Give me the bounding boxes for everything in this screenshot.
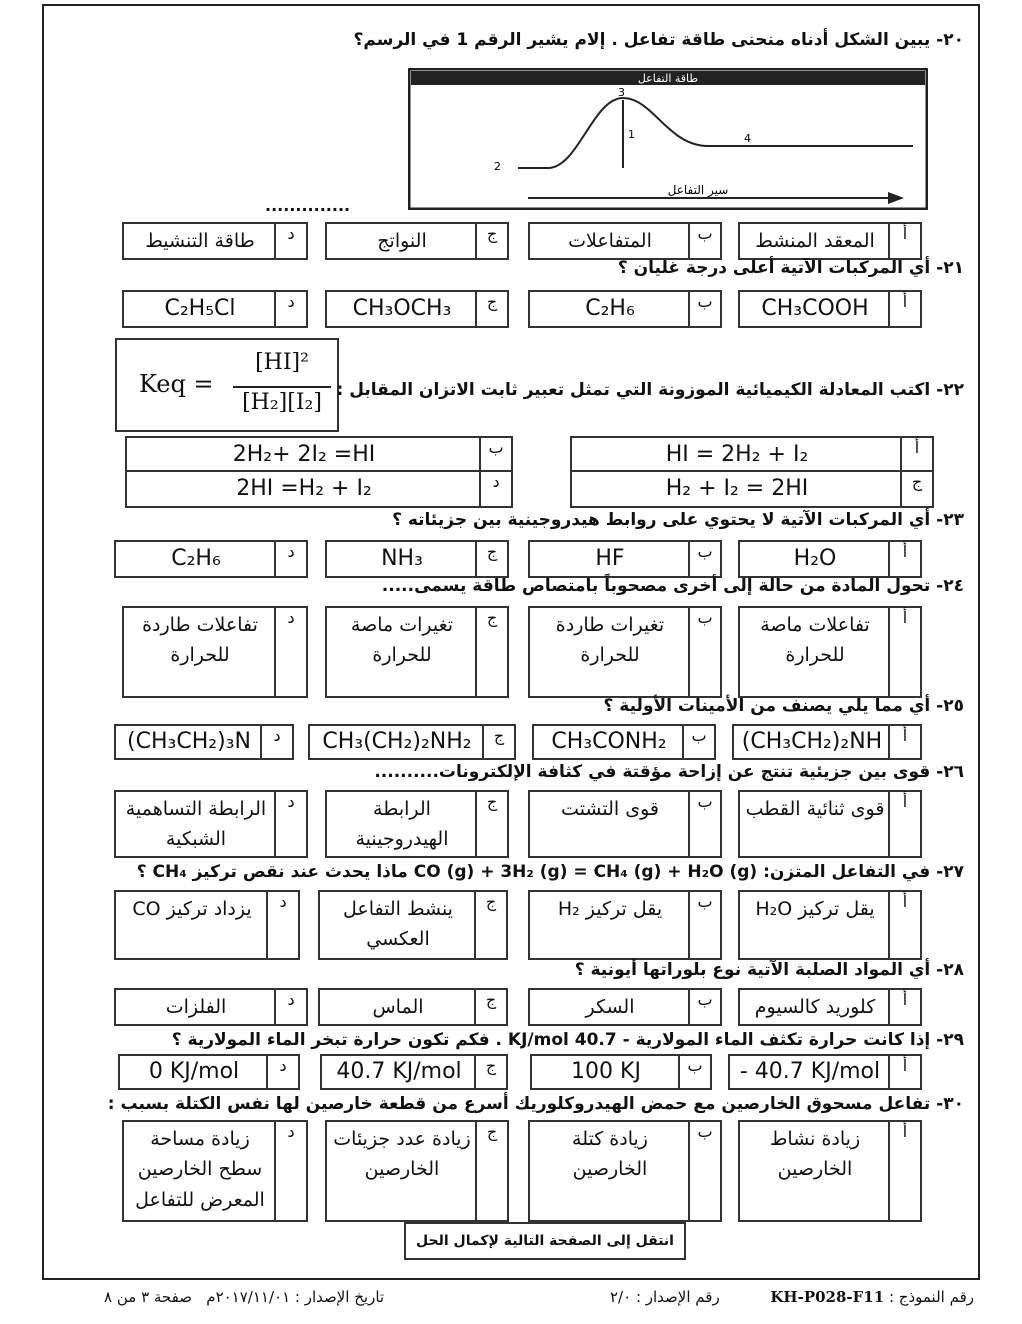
option-text: NH₃ <box>381 546 423 572</box>
option-d[interactable] <box>122 606 308 698</box>
keq-numerator: [HI]² <box>255 350 309 375</box>
option-letter: أ <box>888 726 920 758</box>
option-text: H₂O <box>793 546 837 572</box>
option-b[interactable] <box>530 1054 712 1090</box>
option-text: CH₃CONH₂ <box>551 729 667 755</box>
option-letter: د <box>274 542 306 576</box>
option-b[interactable] <box>528 790 722 858</box>
option-text: السكر <box>585 995 635 1018</box>
option-a[interactable] <box>728 1054 922 1090</box>
option-text: زيادة مساحة سطح الخارصين المعرض للتفاعل <box>135 1128 265 1211</box>
keq-denominator: [H₂][I₂] <box>242 390 322 415</box>
option-letter: أ <box>888 542 920 576</box>
option-a[interactable] <box>738 1120 922 1222</box>
option-b[interactable] <box>528 988 722 1026</box>
option-text: تغيرات طاردة للحرارة <box>555 614 665 667</box>
option-c[interactable] <box>325 606 509 698</box>
option-text: الرابطة التساهمية الشبكية <box>125 798 267 851</box>
option-a[interactable] <box>738 890 922 960</box>
option-c[interactable] <box>325 1120 509 1222</box>
option-text: تفاعلات طاردة للحرارة <box>142 614 258 667</box>
option-text: الرابطة الهيدروجينية <box>355 798 449 851</box>
option-a[interactable] <box>738 222 922 260</box>
option-text: يقل تركيز H₂ <box>557 898 663 920</box>
label-1: 1 <box>628 128 635 141</box>
option-letter: ب <box>688 1122 720 1220</box>
option-c[interactable] <box>570 470 934 508</box>
footer-issue: رقم الإصدار : ٢/٠ <box>610 1288 720 1306</box>
option-letter: د <box>274 1122 306 1220</box>
option-letter: د <box>274 792 306 856</box>
option-text: يقل تركيز H₂O <box>755 898 875 920</box>
question-24: ٢٤- تحول المادة من حالة إلى أخرى مصحوباً بامتصاص طاقة يسمى..... <box>381 576 964 596</box>
diagram-title: طاقة التفاعل <box>637 72 699 85</box>
fraction-bar <box>233 386 331 388</box>
option-text: تفاعلات ماصة للحرارة <box>760 614 870 667</box>
option-a[interactable] <box>570 436 934 474</box>
option-text: زيادة كتلة الخارصين <box>572 1128 648 1181</box>
option-text: H₂ + I₂ = 2HI <box>665 476 809 502</box>
option-text: تغيرات ماصة للحرارة <box>350 614 454 667</box>
option-letter: ج <box>475 224 507 258</box>
option-text: 40.7 KJ/mol <box>336 1059 462 1085</box>
option-d[interactable] <box>122 1120 308 1222</box>
option-letter: ب <box>678 1056 710 1088</box>
option-letter: د <box>266 1056 298 1088</box>
option-letter: ب <box>688 990 720 1024</box>
option-letter: ب <box>688 292 720 326</box>
question-20: ٢٠- يبين الشكل أدناه منحنى طاقة تفاعل . إلام يشير الرقم 1 في الرسم؟ <box>353 30 964 50</box>
option-text: النواتج <box>377 229 427 252</box>
option-letter: د <box>274 990 306 1024</box>
option-letter: ج <box>475 1122 507 1220</box>
option-c[interactable] <box>308 724 516 760</box>
next-page-note: انتقل إلى الصفحة التالية لإكمال الحل <box>404 1222 686 1260</box>
option-letter: أ <box>888 292 920 326</box>
option-letter: د <box>260 726 292 758</box>
option-a[interactable] <box>738 988 922 1026</box>
question-25: ٢٥- أي مما يلي يصنف من الأمينات الأولية ؟ <box>603 696 964 716</box>
keq-lhs: Keq = <box>139 370 214 398</box>
option-b[interactable] <box>125 436 513 474</box>
option-letter: أ <box>888 224 920 258</box>
option-a[interactable] <box>738 540 922 578</box>
option-letter: ج <box>482 726 514 758</box>
option-c[interactable] <box>320 1054 508 1090</box>
option-letter: د <box>274 292 306 326</box>
option-d[interactable] <box>114 724 294 760</box>
option-text: قوى ثنائية القطب <box>745 798 885 820</box>
option-letter: ب <box>682 726 714 758</box>
energy-diagram <box>408 68 928 210</box>
label-3: 3 <box>618 86 625 99</box>
option-a[interactable] <box>738 790 922 858</box>
option-text: HI = 2H₂ + I₂ <box>665 442 809 468</box>
option-text: الماس <box>372 995 424 1018</box>
option-letter: ج <box>475 292 507 326</box>
option-text: طاقة التنشيط <box>145 229 255 252</box>
option-text: ينشط التفاعل العكسي <box>343 898 453 951</box>
option-letter: أ <box>888 990 920 1024</box>
option-letter: ب <box>479 438 511 472</box>
question-30: ٣٠- تفاعل مسحوق الخارصين مع حمض الهيدروكلوريك أسرع من قطعة خارصين لها نفس الكتلة بسبب : <box>107 1094 964 1114</box>
option-text: CH₃COOH <box>761 296 869 322</box>
option-c[interactable] <box>325 540 509 578</box>
option-c[interactable] <box>325 290 509 328</box>
question-23: ٢٣- أي المركبات الآتية لا يحتوي على روابط هيدروجينية بين جزيئاته ؟ <box>392 510 964 530</box>
option-c[interactable] <box>318 988 508 1026</box>
option-letter: د <box>274 224 306 258</box>
option-letter: ب <box>688 792 720 856</box>
option-c[interactable] <box>325 222 509 260</box>
label-4: 4 <box>744 132 751 145</box>
option-b[interactable] <box>528 290 722 328</box>
option-text: - 40.7 KJ/mol <box>739 1059 881 1085</box>
option-text: يزداد تركيز CO <box>132 898 252 920</box>
option-letter: ج <box>475 608 507 696</box>
label-2: 2 <box>494 160 501 173</box>
option-text: C₂H₅Cl <box>164 296 236 322</box>
option-letter: أ <box>888 1056 920 1088</box>
footer-date: تاريخ الإصدار : ٢٠١٧/١١/٠١م صفحة ٣ من ٨ <box>104 1288 385 1306</box>
option-text: الفلزات <box>165 995 227 1018</box>
option-text: زيادة نشاط الخارصين <box>769 1128 861 1181</box>
answer-dots: .............. <box>265 196 351 215</box>
option-text: كلوريد كالسيوم <box>754 995 876 1018</box>
option-a[interactable] <box>738 606 922 698</box>
option-text: 0 KJ/mol <box>148 1059 240 1085</box>
option-a[interactable] <box>732 724 922 760</box>
question-29: ٢٩- إذا كانت حرارة تكثف الماء المولارية - 40.7 KJ/mol . فكم تكون حرارة تبخر الماء المولارية ؟ <box>171 1030 964 1050</box>
option-text: 2HI =H₂ + I₂ <box>236 476 372 502</box>
footer-form: رقم النموذج : KH-P028-F11 <box>770 1288 974 1306</box>
option-text: CH₃OCH₃ <box>352 296 452 322</box>
question-22: ٢٢- اكتب المعادلة الكيميائية الموزونة التي تمثل تعبير ثابت الاتزان المقابل : <box>336 380 964 400</box>
option-letter: ج <box>474 990 506 1024</box>
option-letter: ج <box>900 472 932 506</box>
option-letter: أ <box>888 608 920 696</box>
question-26: ٢٦- قوى بين جزيئية تنتج عن إزاحة مؤقتة في كثافة الإلكترونات.......... <box>374 762 964 782</box>
option-letter: ب <box>688 224 720 258</box>
option-b[interactable] <box>528 222 722 260</box>
option-d[interactable] <box>122 222 308 260</box>
option-letter: ب <box>688 608 720 696</box>
option-text: 100 KJ <box>571 1059 641 1085</box>
option-c[interactable] <box>325 790 509 858</box>
option-letter: أ <box>900 438 932 472</box>
option-text: (CH₃CH₂)₂NH <box>741 729 883 755</box>
option-text: زيادة عدد جزيئات الخارصين <box>333 1128 471 1181</box>
question-27: ٢٧- في التفاعل المتزن: CO (g) + 3H₂ (g) = CH₄ (g) + H₂O (g) ماذا يحدث عند نقص تركيز CH₄ ؟ <box>136 862 964 882</box>
option-letter: ج <box>474 892 506 958</box>
question-21: ٢١- أي المركبات الآتية أعلى درجة غليان ؟ <box>617 258 964 278</box>
option-letter: ج <box>474 1056 506 1088</box>
option-b[interactable] <box>528 606 722 698</box>
question-28: ٢٨- أي المواد الصلبة الآتية نوع بلوراتها أيونية ؟ <box>574 960 964 980</box>
option-d[interactable] <box>118 1054 300 1090</box>
option-a[interactable] <box>738 290 922 328</box>
option-d[interactable] <box>114 890 300 960</box>
option-d[interactable] <box>114 790 308 858</box>
option-letter: أ <box>888 792 920 856</box>
option-letter: ب <box>688 542 720 576</box>
option-text: 2H₂+ 2I₂ =HI <box>232 442 376 468</box>
option-letter: ب <box>688 892 720 958</box>
option-text: (CH₃CH₂)₃N <box>127 729 251 755</box>
option-letter: ج <box>475 792 507 856</box>
option-letter: د <box>274 608 306 696</box>
diagram-xlabel: سير التفاعل <box>667 183 729 197</box>
option-letter: ج <box>475 542 507 576</box>
option-text: المعقد المنشط <box>755 229 875 252</box>
option-letter: أ <box>888 1122 920 1220</box>
option-b[interactable] <box>528 890 722 960</box>
option-text: HF <box>595 546 625 572</box>
option-text: C₂H₆ <box>171 546 221 572</box>
option-letter: أ <box>888 892 920 958</box>
option-b[interactable] <box>528 540 722 578</box>
option-d[interactable] <box>114 540 308 578</box>
option-text: C₂H₆ <box>585 296 635 322</box>
option-letter: د <box>266 892 298 958</box>
option-b[interactable] <box>532 724 716 760</box>
option-text: قوى التشتت <box>561 798 659 820</box>
option-d[interactable] <box>122 290 308 328</box>
option-text: CH₃(CH₂)₂NH₂ <box>322 729 472 755</box>
option-text: المتفاعلات <box>568 229 652 252</box>
option-letter: د <box>479 472 511 506</box>
option-d[interactable] <box>114 988 308 1026</box>
option-b[interactable] <box>528 1120 722 1222</box>
option-c[interactable] <box>318 890 508 960</box>
keq-formula <box>115 338 339 432</box>
option-d[interactable] <box>125 470 513 508</box>
